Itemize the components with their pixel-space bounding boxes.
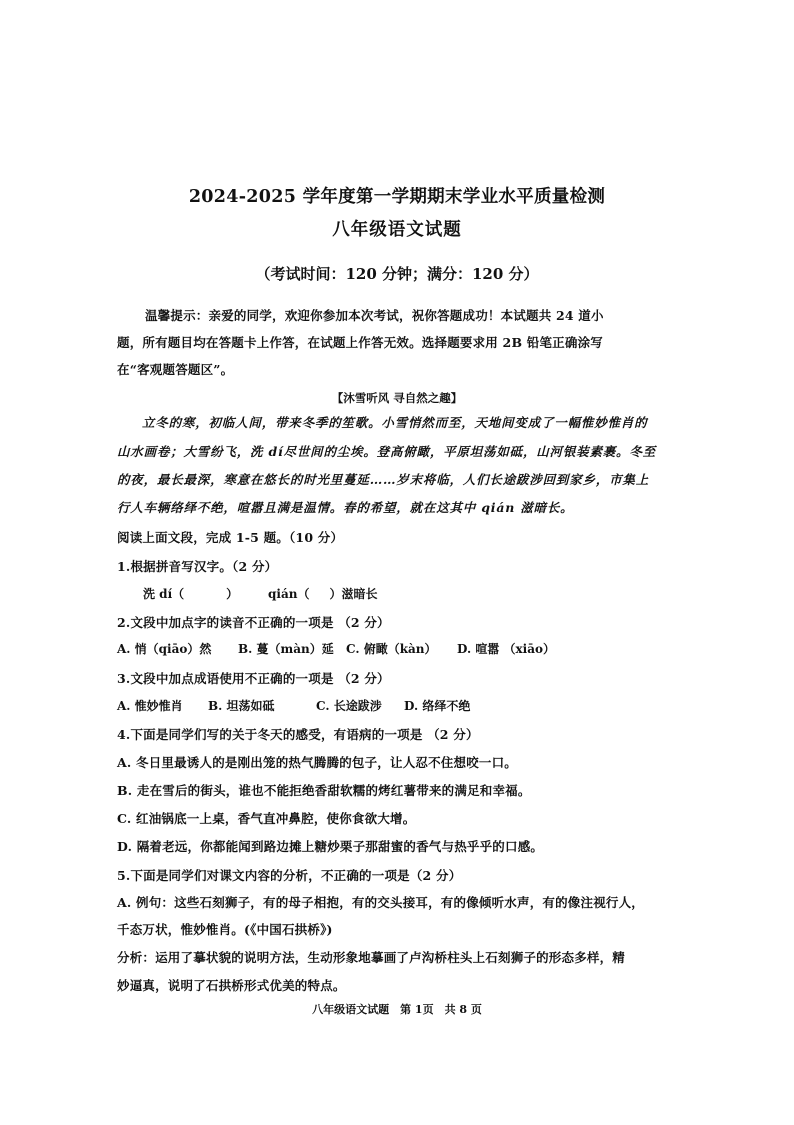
passage-line-1: 立冬的寒，初临人间，带来冬季的笙歌。小雪悄然而至，天地间变成了一幅惟妙惟肖的 (142, 415, 648, 430)
question-5-stem: 5.下面是同学们对课文内容的分析，不正确的一项是（2 分） (117, 868, 462, 883)
blank-2-prefix: qián（ (268, 587, 310, 601)
question-3-option-a: A. 惟妙惟肖 (117, 699, 183, 713)
passage-line-2: 山水画卷；大雪纷飞，洗 dí尽世间的尘埃。登高俯瞰，平原坦荡如砥，山河银装素裹。冬至 (117, 444, 656, 459)
question-2-option-d: D. 喧嚣 （xiāo） (457, 642, 556, 656)
exam-time-score: （考试时间：120 分钟；满分：120 分） (255, 265, 539, 283)
question-2-option-c: C. 俯瞰（kàn） (346, 642, 437, 656)
question-4-option-a: A. 冬日里最诱人的是刚出笼的热气腾腾的包子，让人忍不住想咬一口。 (117, 755, 518, 770)
notice-line-2: 题，所有题目均在答题卡上作答，在试题上作答无效。选择题要求用 2B 铅笔正确涂写 (117, 335, 603, 350)
passage-line-3: 的夜，最长最深，寒意在悠长的时光里蔓延……岁末将临，人们长途跋涉回到家乡，市集上 (117, 472, 650, 487)
question-4-option-d: D. 隔着老远，你都能闻到路边摊上糖炒栗子那甜蜜的香气与热乎乎的口感。 (117, 839, 544, 854)
question-1-blank-2 (268, 585, 377, 602)
question-1-stem: 1.根据拼音写汉字。（2 分） (117, 559, 278, 574)
question-3-option-d: D. 络绎不绝 (404, 699, 471, 713)
question-1-blank-1 (143, 585, 238, 602)
question-5-analysis-line-2: 妙逼真，说明了石拱桥形式优美的特点。 (117, 978, 346, 993)
question-3-stem: 3.文段中加点成语使用不正确的一项是 （2 分） (117, 671, 390, 686)
question-3-option-c: C. 长途跋涉 (316, 699, 382, 713)
question-4-option-b: B. 走在雪后的街头，谁也不能拒绝香甜软糯的烤红薯带来的满足和幸福。 (117, 783, 531, 798)
notice-line-3: 在“客观题答题区”。 (117, 362, 234, 377)
question-2-stem: 2.文段中加点字的读音不正确的一项是 （2 分） (117, 615, 390, 630)
questions-intro: 阅读上面文段，完成 1-5 题。（10 分） (117, 530, 344, 545)
passage-line-4: 行人车辆络绎不绝，喧嚣且满是温情。春的希望，就在这其中 qián 滋暗长。 (117, 500, 574, 515)
question-4-stem: 4.下面是同学们写的关于冬天的感受，有语病的一项是 （2 分） (117, 727, 479, 742)
blank-2-suffix: ）滋暗长 (329, 587, 378, 601)
blank-1-prefix: 洗 dí（ (143, 587, 185, 601)
question-2-option-b: B. 蔓（màn）延 (238, 642, 334, 656)
exam-title: 2024-2025 学年度第一学期期末学业水平质量检测 (188, 187, 606, 207)
question-5-analysis-line-1: 分析：运用了摹状貌的说明方法，生动形象地摹画了卢沟桥柱头上石刻狮子的形态多样，精 (117, 950, 626, 965)
notice-line-1: 温馨提示：亲爱的同学，欢迎你参加本次考试，祝你答题成功！本试题共 24 道小 (145, 308, 604, 323)
exam-subtitle: 八年级语文试题 (332, 220, 462, 240)
question-3-option-b: B. 坦荡如砥 (208, 699, 275, 713)
section-title: 【沐雪听风 寻自然之趣】 (331, 391, 463, 405)
page-footer: 八年级语文试题 第 1页 共 8 页 (312, 1003, 482, 1016)
question-4-option-c: C. 红油锅底一上桌，香气直冲鼻腔，使你食欲大增。 (117, 811, 416, 826)
question-2-option-a: A. 悄（qiāo）然 (117, 642, 212, 656)
blank-1-suffix: ） (226, 587, 239, 601)
question-5-option-a-line-2: 千态万状，惟妙惟肖。(《中国石拱桥》) (117, 922, 333, 937)
question-5-option-a-line-1: A. 例句：这些石刻狮子，有的母子相抱，有的交头接耳，有的像倾听水声，有的像注视行人， (117, 895, 645, 910)
